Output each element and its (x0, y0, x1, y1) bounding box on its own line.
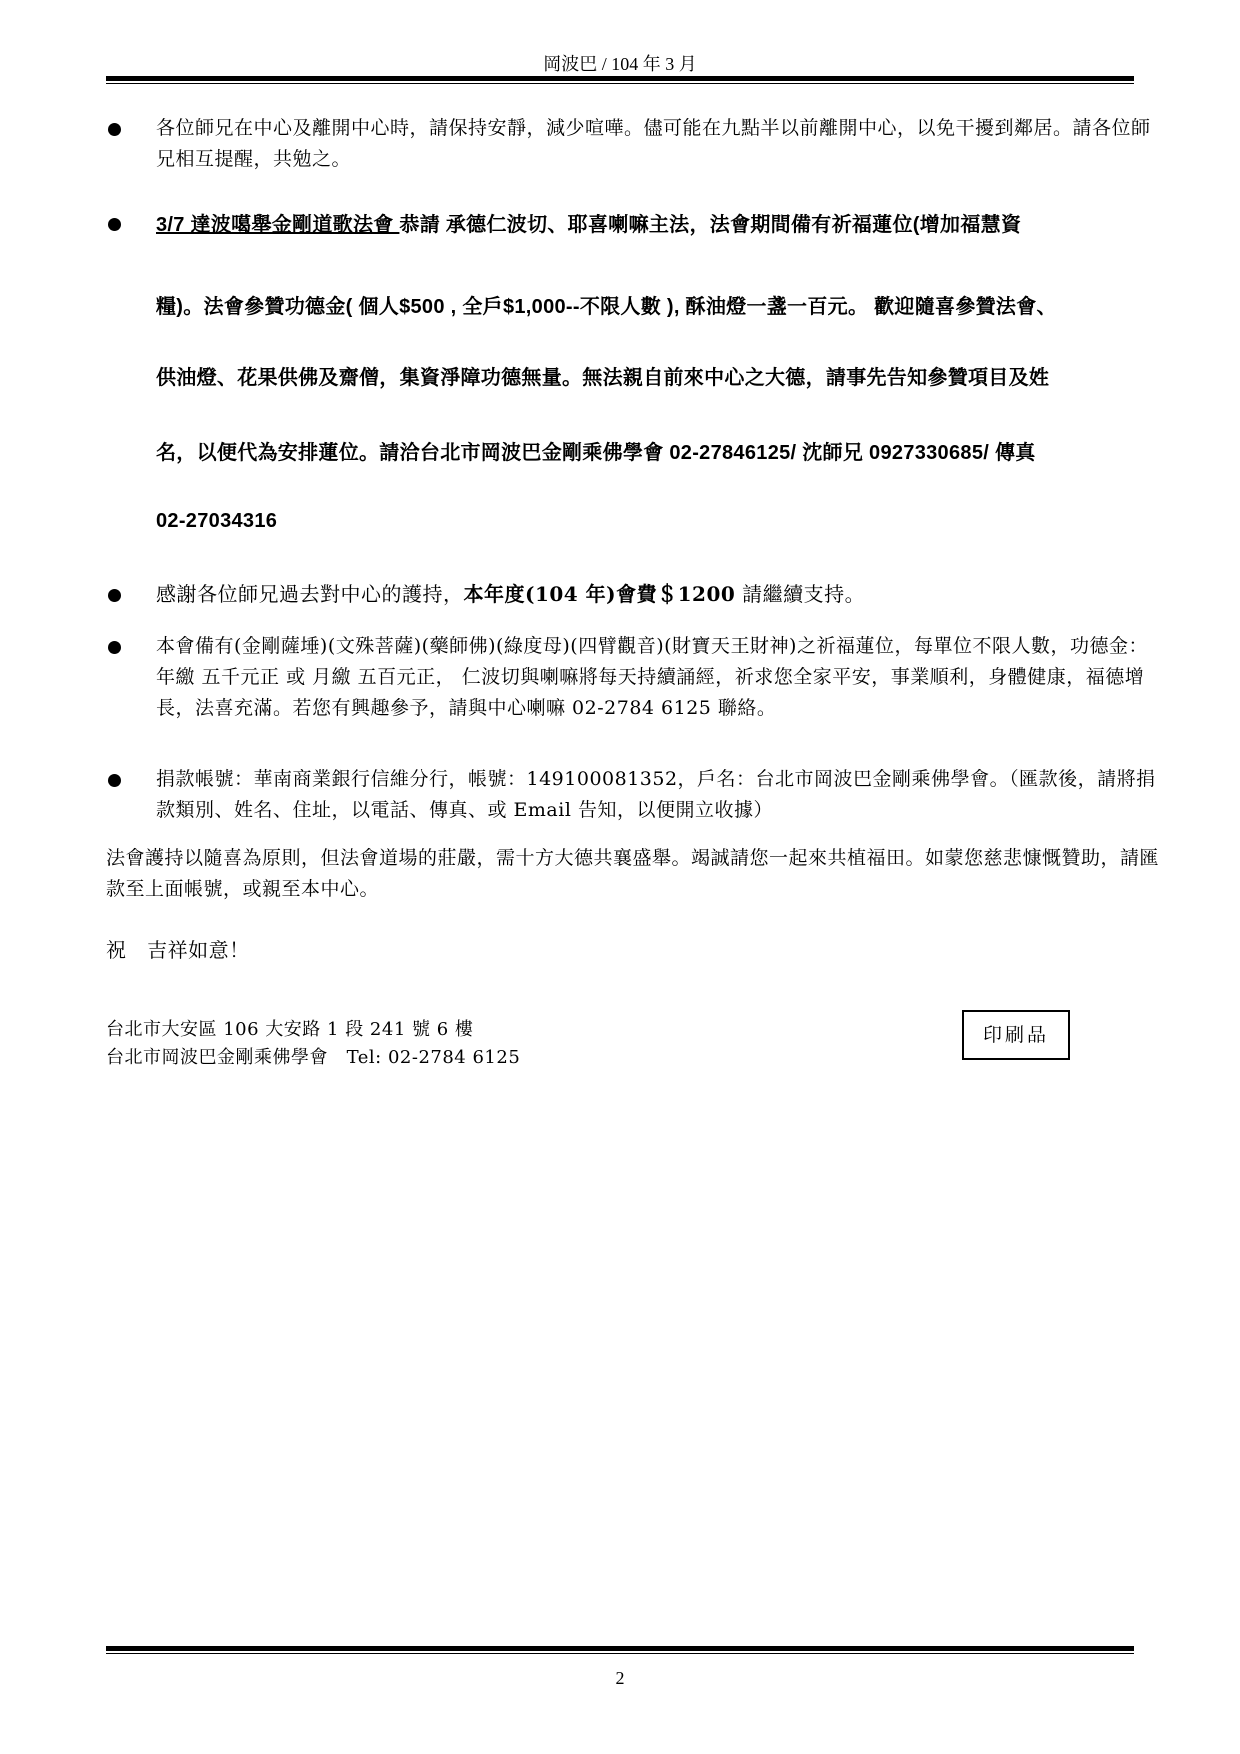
assembly-line-1: 3/7 達波噶舉金剛道歌法會 恭請 承德仁波切、耶喜喇嘛主法，法會期間備有祈福蓮位(增加福慧資 (156, 214, 1022, 236)
assembly-line-3: 供油燈、花果供佛及齋僧，集資淨障功德無量。無法親自前來中心之大德，請事先告知參贊項目及姓 (156, 367, 1050, 389)
blessing-lotus-text: 本會備有(金剛薩埵)(文殊菩薩)(藥師佛)(綠度母)(四臂觀音)(財寶天王財神)之祈福蓮位，每單位不限人數，功德金：年繳 五千元正 或 月繳 五百元正， 仁波切與喇嘛將每天持續誦經，祈求您全家平安，事業順利，身體健康，福德增長，法喜充滿。若您有興趣參予，請與中心喇嘛 02-2784 6125 聯絡。 (156, 635, 1148, 719)
assembly-line-4: 名，以便代為安排蓮位。請洽台北市岡波巴金剛乘佛學會 02-27846125/ 沈師兄 0927330685/ 傳真 (156, 442, 1036, 464)
assembly-line-5: 02-27034316 (156, 510, 278, 532)
assembly-title: 3/7 達波噶舉金剛道歌法會 (156, 214, 400, 236)
donation-account-text: 捐款帳號：華南商業銀行信維分行，帳號：149100081352，戶名：台北市岡波巴金剛乘佛學會。（匯款後，請將捐款類別、姓名、住址，以電話、傳真、或 Email 告知，以便開立收據） (156, 768, 1156, 821)
bullet-dot (108, 641, 121, 654)
bullet-dot (108, 774, 121, 787)
page-header-title: 岡波巴 / 104 年 3 月 (543, 54, 697, 74)
assembly-line-2: 糧)。法會參贊功德金( 個人$500 , 全戶$1,000--不限人數 ), 酥油燈一盞一百元。 歡迎隨喜參贊法會、 (156, 296, 1057, 318)
bullet-dot (108, 123, 121, 136)
printed-matter-stamp: 印刷品 (962, 1010, 1070, 1060)
closing-blessing: 祝 吉祥如意！ (106, 938, 250, 962)
header-divider (106, 76, 1134, 84)
footer-divider (106, 1646, 1134, 1654)
page-number: 2 (615, 1668, 625, 1688)
bullet-dot (108, 218, 121, 231)
membership-fee-text: 感謝各位師兄過去對中心的護持，本年度(104 年)會費＄1200 請繼續支持。 (156, 582, 866, 606)
closing-paragraph: 法會護持以隨喜為原則，但法會道場的莊嚴，需十方大德共襄盛舉。竭誠請您一起來共植福田。如蒙您慈悲慷慨贊助，請匯款至上面帳號，或親至本中心。 (106, 847, 1160, 900)
notice-quiet-text: 各位師兄在中心及離開中心時，請保持安靜，減少喧嘩。儘可能在九點半以前離開中心，以免干擾到鄰居。請各位師兄相互提醒，共勉之。 (156, 117, 1151, 170)
membership-fee-amount: 本年度(104 年)會費＄1200 (463, 582, 736, 606)
bullet-dot (108, 589, 121, 602)
address-line-1: 台北市大安區 106 大安路 1 段 241 號 6 樓 (106, 1019, 474, 1040)
address-line-2: 台北市岡波巴金剛乘佛學會 Tel: 02-2784 6125 (106, 1047, 521, 1068)
